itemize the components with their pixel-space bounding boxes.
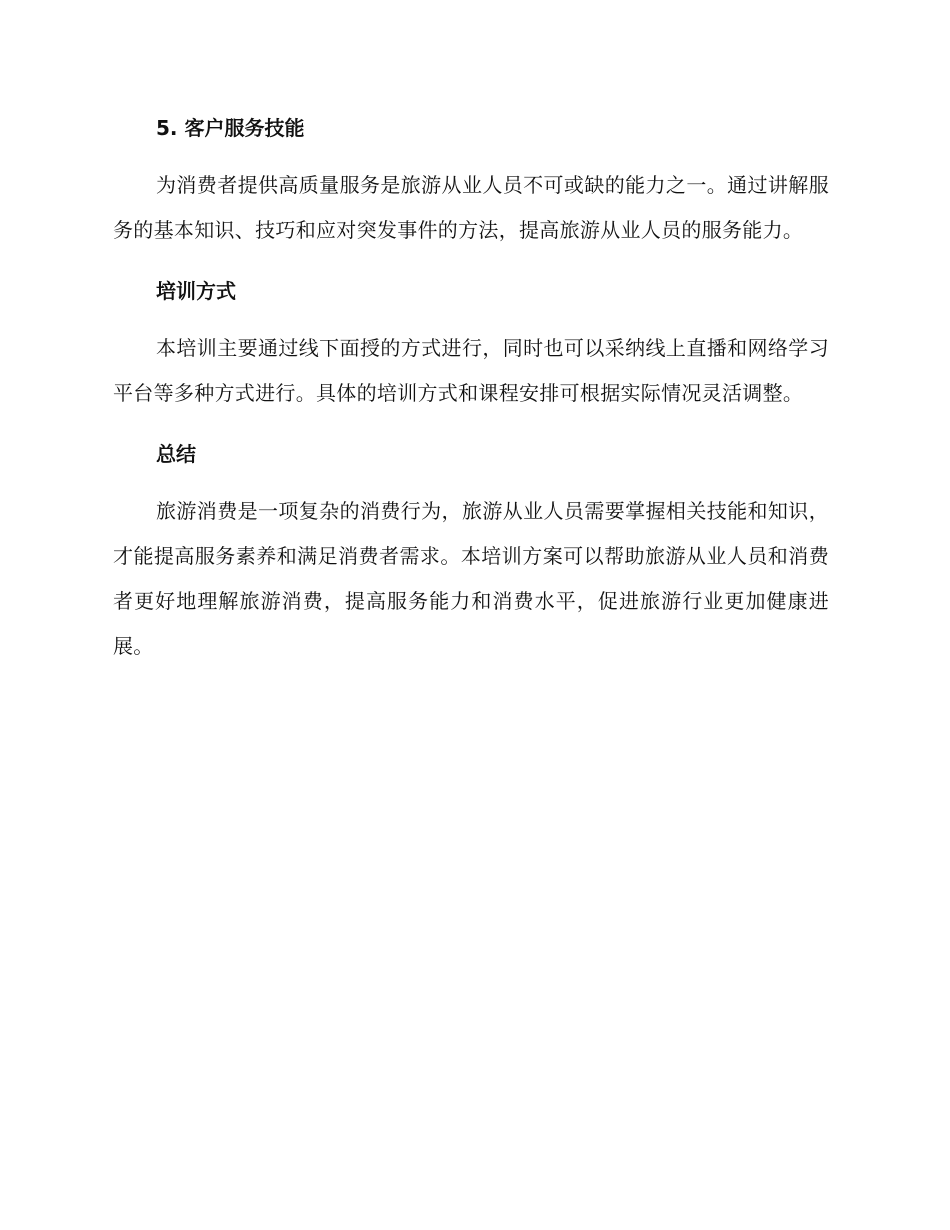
section-summary bbox=[113, 438, 829, 669]
document-page bbox=[113, 112, 829, 691]
section-paragraph: 旅游消费是一项复杂的消费行为，旅游从业人员需要掌握相关技能和知识，才能提高服务素养和满足消费者需求。本培训方案可以帮助旅游从业人员和消费者更好地理解旅游消费，提高服务能力和消费水平，促进旅游行业更加健康进展。 bbox=[113, 499, 829, 658]
section-training-method bbox=[113, 275, 829, 416]
section-heading: 培训方式 bbox=[156, 279, 236, 303]
section-paragraph: 本培训主要通过线下面授的方式进行，同时也可以采纳线上直播和网络学习平台等多种方式进行。具体的培训方式和课程安排可根据实际情况灵活调整。 bbox=[113, 336, 829, 405]
section-heading: 5. 客户服务技能 bbox=[156, 116, 305, 140]
section-heading: 总结 bbox=[156, 442, 196, 466]
section-customer-service-skills bbox=[113, 112, 829, 253]
section-paragraph: 为消费者提供高质量服务是旅游从业人员不可或缺的能力之一。通过讲解服务的基本知识、技巧和应对突发事件的方法，提高旅游从业人员的服务能力。 bbox=[113, 173, 829, 242]
